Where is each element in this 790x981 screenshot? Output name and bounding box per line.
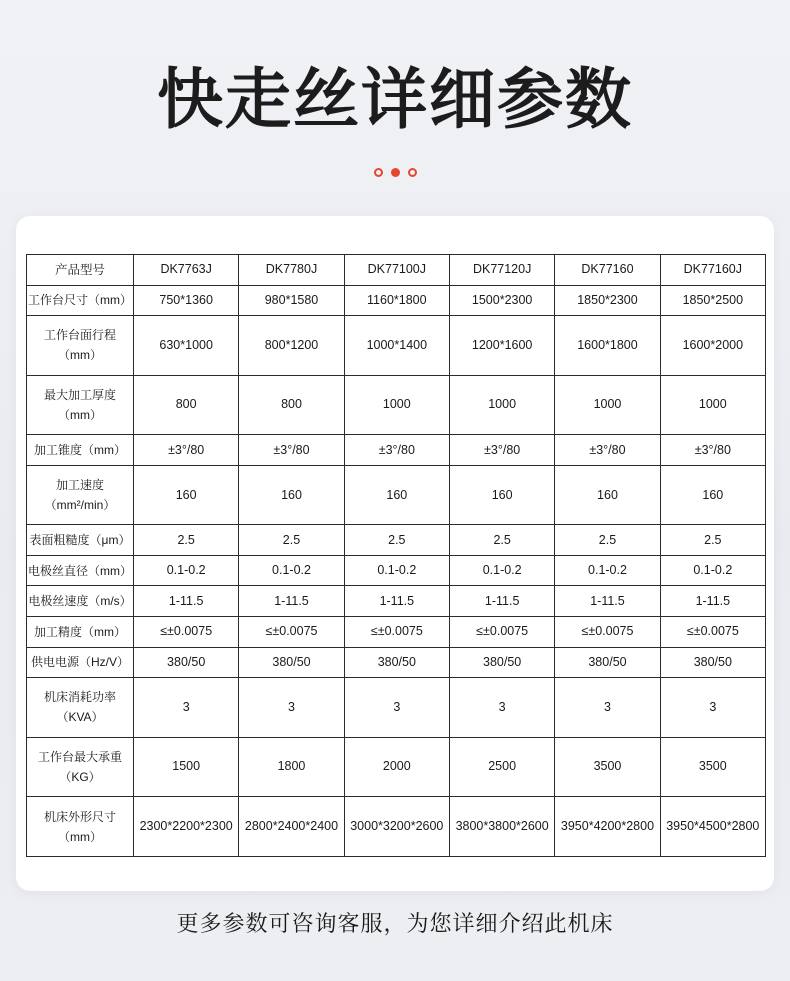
table-cell: ±3°/80	[344, 435, 449, 466]
table-cell: 380/50	[344, 647, 449, 678]
table-cell: 3950*4500*2800	[660, 797, 765, 857]
table-cell: 2.5	[239, 525, 344, 556]
table-cell: 1-11.5	[555, 586, 660, 617]
table-row	[27, 465, 766, 525]
table-cell: ±3°/80	[239, 435, 344, 466]
table-cell: 1500*2300	[449, 285, 554, 316]
table-cell: 1600*1800	[555, 316, 660, 376]
dot-icon	[374, 168, 383, 177]
table-cell: 980*1580	[239, 285, 344, 316]
table-row	[27, 316, 766, 376]
table-row	[27, 586, 766, 617]
table-cell: 3	[449, 678, 554, 738]
table-cell: 3500	[555, 737, 660, 797]
table-cell: 800*1200	[239, 316, 344, 376]
table-cell: 160	[555, 465, 660, 525]
table-cell: 2.5	[344, 525, 449, 556]
table-cell: ≤±0.0075	[555, 617, 660, 648]
table-cell: 2800*2400*2400	[239, 797, 344, 857]
table-row	[27, 797, 766, 857]
table-cell: 380/50	[555, 647, 660, 678]
model-name: DK77160	[555, 255, 660, 286]
row-label: 表面粗糙度（μm）	[27, 525, 134, 556]
table-cell: 1000*1400	[344, 316, 449, 376]
table-cell: 3	[134, 678, 239, 738]
table-cell: 3	[555, 678, 660, 738]
table-cell: 0.1-0.2	[555, 555, 660, 586]
table-cell: 380/50	[239, 647, 344, 678]
decorative-dots	[0, 168, 790, 177]
table-cell: ±3°/80	[555, 435, 660, 466]
model-name: DK77100J	[344, 255, 449, 286]
row-label: 工作台面行程（mm）	[27, 316, 134, 376]
table-row	[27, 375, 766, 435]
table-cell: 2.5	[660, 525, 765, 556]
dot-icon	[408, 168, 417, 177]
table-cell: 1500	[134, 737, 239, 797]
table-cell: 1000	[555, 375, 660, 435]
table-cell: ≤±0.0075	[660, 617, 765, 648]
table-row	[27, 555, 766, 586]
table-cell: 2.5	[134, 525, 239, 556]
dot-icon	[391, 168, 400, 177]
table-cell: 1-11.5	[449, 586, 554, 617]
table-cell: ±3°/80	[660, 435, 765, 466]
table-cell: ≤±0.0075	[239, 617, 344, 648]
table-cell: 1-11.5	[344, 586, 449, 617]
table-cell: 1000	[449, 375, 554, 435]
table-cell: 160	[449, 465, 554, 525]
table-row	[27, 617, 766, 648]
table-cell: 2.5	[555, 525, 660, 556]
table-cell: 1-11.5	[239, 586, 344, 617]
table-cell: 630*1000	[134, 316, 239, 376]
table-cell: 1-11.5	[134, 586, 239, 617]
table-cell: 1850*2300	[555, 285, 660, 316]
model-name: DK77160J	[660, 255, 765, 286]
table-cell: 3000*3200*2600	[344, 797, 449, 857]
table-row	[27, 435, 766, 466]
table-cell: 380/50	[134, 647, 239, 678]
table-cell: ≤±0.0075	[134, 617, 239, 648]
table-row	[27, 285, 766, 316]
row-label: 工作台尺寸（mm）	[27, 285, 134, 316]
table-cell: 0.1-0.2	[239, 555, 344, 586]
row-label: 电极丝速度（m/s）	[27, 586, 134, 617]
row-label: 机床外形尺寸（mm）	[27, 797, 134, 857]
table-header-row	[27, 255, 766, 286]
row-label: 电极丝直径（mm）	[27, 555, 134, 586]
table-cell: 1-11.5	[660, 586, 765, 617]
table-cell: 0.1-0.2	[660, 555, 765, 586]
row-label: 加工精度（mm）	[27, 617, 134, 648]
table-cell: 1850*2500	[660, 285, 765, 316]
header-label: 产品型号	[27, 255, 134, 286]
table-row	[27, 737, 766, 797]
table-cell: 160	[344, 465, 449, 525]
table-cell: 380/50	[660, 647, 765, 678]
table-cell: 160	[660, 465, 765, 525]
table-cell: 3950*4200*2800	[555, 797, 660, 857]
table-cell: 3500	[660, 737, 765, 797]
table-cell: 750*1360	[134, 285, 239, 316]
table-cell: 3	[660, 678, 765, 738]
table-row	[27, 647, 766, 678]
table-cell: 160	[134, 465, 239, 525]
table-cell: 0.1-0.2	[449, 555, 554, 586]
table-cell: 2000	[344, 737, 449, 797]
table-cell: 3	[344, 678, 449, 738]
table-cell: 1800	[239, 737, 344, 797]
table-cell: 800	[239, 375, 344, 435]
spec-table	[26, 254, 766, 857]
table-cell: 2.5	[449, 525, 554, 556]
table-cell: 1000	[344, 375, 449, 435]
page-title: 快走丝详细参数	[157, 61, 633, 138]
table-row	[27, 678, 766, 738]
row-label: 加工速度（mm²/min）	[27, 465, 134, 525]
table-cell: ≤±0.0075	[449, 617, 554, 648]
model-name: DK7780J	[239, 255, 344, 286]
table-cell: 2500	[449, 737, 554, 797]
model-name: DK77120J	[449, 255, 554, 286]
table-cell: 3800*3800*2600	[449, 797, 554, 857]
row-label: 加工锥度（mm）	[27, 435, 134, 466]
model-name: DK7763J	[134, 255, 239, 286]
table-cell: ±3°/80	[134, 435, 239, 466]
footer-note: 更多参数可咨询客服，为您详细介绍此机床	[176, 912, 614, 937]
table-cell: 3	[239, 678, 344, 738]
table-cell: 1600*2000	[660, 316, 765, 376]
row-label: 最大加工厚度（mm）	[27, 375, 134, 435]
table-cell: 0.1-0.2	[344, 555, 449, 586]
table-cell: 160	[239, 465, 344, 525]
table-cell: 380/50	[449, 647, 554, 678]
table-cell: ≤±0.0075	[344, 617, 449, 648]
row-label: 机床消耗功率（KVA）	[27, 678, 134, 738]
table-cell: 1200*1600	[449, 316, 554, 376]
row-label: 供电电源（Hz/V）	[27, 647, 134, 678]
table-cell: 800	[134, 375, 239, 435]
row-label: 工作台最大承重（KG）	[27, 737, 134, 797]
table-cell: 0.1-0.2	[134, 555, 239, 586]
table-cell: ±3°/80	[449, 435, 554, 466]
table-row	[27, 525, 766, 556]
table-cell: 1000	[660, 375, 765, 435]
table-cell: 2300*2200*2300	[134, 797, 239, 857]
table-cell: 1160*1800	[344, 285, 449, 316]
